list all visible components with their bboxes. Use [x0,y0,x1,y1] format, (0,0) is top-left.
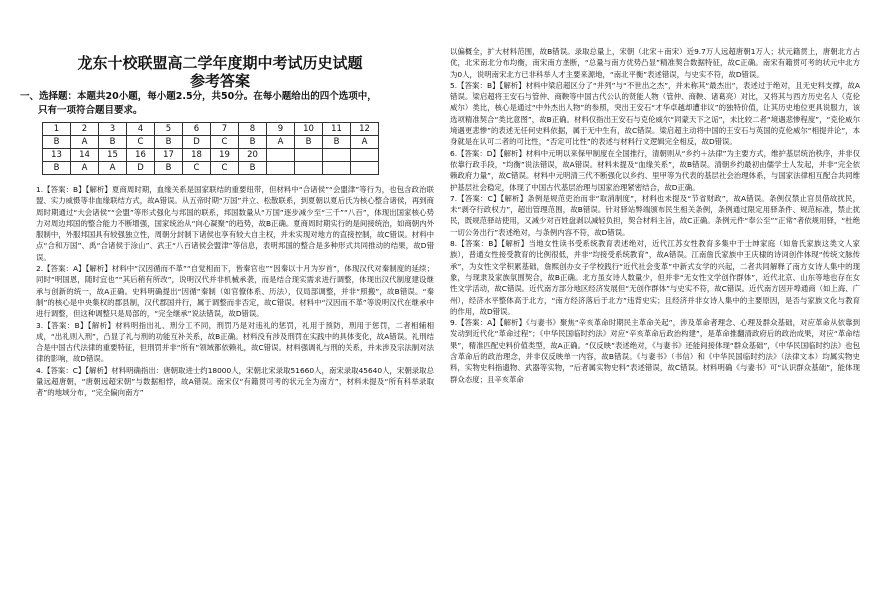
question-number-cell: 20 [239,149,267,162]
answer-cell: C [211,136,239,149]
question-number-cell: 19 [211,149,239,162]
answer-table-row [43,136,379,149]
question-number-cell: 11 [323,123,351,136]
question-number-cell [267,149,295,162]
question-number-cell: 8 [239,123,267,136]
explanation-paragraph: 1.【答案：B】【解析】夏商周时期，血缘关系是国家联结的重要纽带，但材料中“合诸侯”“会盟津”等行为，也包含政治联盟、实力威慑等非血缘联结方式，故A错误。从五帝时期“万国”并立、松散联系，到夏朝以夏后氏为核心整合诸侯，再到商周时期通过“大会诸侯”“会盟”等形式强化与邦国的联系，邦国数量从“万国”逐步减少至“三千”“八百”，体现出国家核心势力对周边邦国的整合能力不断增强，国家统治从“向心凝聚”的趋势，故B正确。夏商周时期实行的是间接统治，如商朝内外服制中，外服邦国具有较强独立性，周朝分封制下诸侯也享有较大自主权，并未实现对地方的直接控制，故C错误。材料中点“合和万国”、禹“合诸侯于涂山”、武王“八百诸侯会盟津”等信息，表明邦国的整合是多种形式共同推动的结果，故D错误。 [36,185,434,262]
answer-cell: B [43,136,71,149]
answer-table-row [43,149,379,162]
answer-cell: C [183,162,211,175]
answer-cell: A [71,162,99,175]
section-heading: 一、选择题：本题共20小题，每小题2.5分，共50分。在每小题给出的四个选项中， [20,91,377,102]
question-number-cell: 15 [99,149,127,162]
question-number-cell: 14 [71,149,99,162]
explanation-paragraph: 8.【答案：B】【解析】当地女性读书受系统教育表述绝对，近代江苏女性教育多集中于士绅家庭（如詹氏家族这类文人家族），普通女性接受教育的比例很低，并非“均接受系统教育”，故A错误。江南詹氏家族中王庆棣的诗词创作体现“传统文脉传承”，为女性文学积累基础，詹熙创办女子学校践行“近代社会变革”中新式女学的兴起，二者共同解释了南方女诗人集中的现象，与现隶及家族氛围契合，故B正确。北方虽女诗人数量少，但并非“无女性文学创作群体”，近代北京、山东等地也存在女性文学活动，故C错误。近代南方部分地区经济发展但“无创作群体”与史实不符，故C错误。近代南方因开埠通商（如上海、广州），经济水平整体高于北方，“南方经济落后于北方”违背史实；且经济并非女诗人集中的主要原因，是否与家族文化与教育的作用，故D错误。 [450,239,860,316]
question-number-cell: 7 [211,123,239,136]
explanation-paragraph: 6.【答案：D】【解析】材料中元明以来保甲制度在全国推行，清朝则从“乡约＋法律”为主要方式，维护基层统治秩序，并非仅依靠行政手段，“均衡”说法错误，故A错误。材料未提及“血缘关系”，故B错误。清朝乡约最初由儒学士人发起，并非“完全依赖政府力量”，故C错误。材料中元明清三代不断强化以乡约、里甲等为代表的基层社会治理体系，与国家法律相互配合共同维护基层社会稳定，体现了中国古代基层治理与国家治理紧密结合，故D正确。 [450,148,860,192]
answer-cell: A [71,136,99,149]
answer-cell: B [43,162,71,175]
question-number-cell: 1 [43,123,71,136]
question-number-cell: 4 [127,123,155,136]
answer-table [42,122,379,175]
answer-cell: A [99,162,127,175]
explanation-paragraph: 5.【答案：B】【解析】材料中梁启超区分了“并列”与“不世出之杰”，并未称其“最杰出”，表述过于绝对，且无史料支撑，故A错误。梁启超将王安石与管仲、商鞅等中国古代公认的贤能人物（管仲、商鞅、诸葛亮）对比，又将其与西方历史名人（克伦威尔）类比，核心是通过“中外杰出人物”的参照，突出王安石“才华卓越却遭非议”的独特价值，让其历史地位更具说服力，该选项精准契合“类比意图”，故B正确。材料仅指出王安石与克伦威尔“同蒙天下之诟”，未比较二者“境遇悲惨程度”，“克伦威尔境遇更悲惨”的表述无任何史料依据，属于无中生有，故C错误。梁启超主动将中国的王安石与英国的克伦威尔“相提并论”，本身就是在认可二者的可比性，“否定可比性”的表述与材料行文逻辑完全相反，故D错误。 [450,80,860,147]
answer-cell: B [295,136,323,149]
question-number-cell [295,149,323,162]
question-number-cell: 2 [71,123,99,136]
page-title: 龙东十校联盟高二学年度期中考试历史试题 [77,54,363,72]
question-number-cell [323,149,351,162]
left-explanations [36,184,434,399]
answer-cell: B [155,162,183,175]
answer-cell [351,162,379,175]
page-subtitle: 参考答案 [189,72,250,90]
question-number-cell: 9 [267,123,295,136]
question-number-cell: 3 [99,123,127,136]
explanation-paragraph: 4.【答案：C】【解析】材料明确指出：唐朝取进士约18000人，宋朝北宋录取51660人，南宋录取45640人，宋朝录取总量远超唐朝，“唐朝远超宋朝”与数据相悖，故A错误。南宋仅“有籍贯可考的状元全为南方”，材料未提及“所有科举录取者”的地域分布，“完全偏向南方” [36,365,434,398]
answer-cell: B [99,136,127,149]
question-number-cell: 12 [351,123,379,136]
question-number-cell [351,149,379,162]
answer-cell: B [155,136,183,149]
explanation-paragraph: 3.【答案：B】【解析】材料明指出礼、刑分工不同，刑罚乃是对违礼的惩罚，礼用于预防，刑用于惩罚，二者相辅相成，“出礼则入刑”，凸显了礼与刑的功能互补关系，故B正确。材料没有涉及刑罚在实践中的具体变化，故A错误。礼刑结合是中国古代法律的重要特征，但刑罚并非“所有”领域都依赖礼，故C错误。材料强调礼与刑的关系，并未涉及宗法制对法律的影响，故D错误。 [36,320,434,364]
question-number-cell: 6 [183,123,211,136]
answer-cell [267,162,295,175]
answer-cell: D [127,162,155,175]
section-heading-cont: 只有一项符合题目要求。 [38,105,143,116]
answer-cell [295,162,323,175]
answer-cell: C [127,136,155,149]
answer-cell: B [239,162,267,175]
answer-cell: A [351,136,379,149]
answer-table-row [43,123,379,136]
question-number-cell: 13 [43,149,71,162]
answer-table-row [43,162,379,175]
right-explanations [450,46,860,385]
right-column [440,0,870,615]
explanation-paragraph: 以偏概全，扩大材料范围，故B错误。录取总量上，宋朝（北宋＋南宋）近9.7万人远超唐朝1万人；状元籍贯上，唐朝北方占优，北宋南北分布均衡，南宋南方垄断，“总量与南方优势凸显”精准契合数据特征，故C正确。南宋有籍贯可考的状元中北方为0人，说明南宋北方已非科举人才主要来源地，“南北平衡”表述错误，与史实不符，故D错误。 [450,47,860,79]
answer-cell: D [183,136,211,149]
question-number-cell: 10 [295,123,323,136]
answer-cell: C [211,162,239,175]
answer-cell: B [323,136,351,149]
answer-cell: B [239,136,267,149]
question-number-cell: 18 [183,149,211,162]
question-number-cell: 5 [155,123,183,136]
explanation-paragraph: 2.【答案：A】【解析】材料中“汉因循而不革”“自觉相而下，皆秦官也”“因秦以十月为岁首”，体现汉代对秦制度的延续；同时“明国恩，随时宜也”“其后稍有所改”，说明汉代并非机械承袭，而是结合现实需求进行调整，体现出汉代制度建设继承与创新的统一，故A正确。史料明确提出“因循”秦制（如官僚体系、历法），仅局部调整，并非“照搬”，故B错误。“秦制”的核心是中央集权的郡县制，汉代郡国并行，属于调整而非否定，故C错误。材料中“汉因而不革”等说明汉代在继承中进行调整，但这种调整只是局部的，“完全继承”说法错误，故D错误。 [36,264,434,319]
question-number-cell: 16 [127,149,155,162]
question-number-cell: 17 [155,149,183,162]
answer-cell [323,162,351,175]
answer-cell: A [267,136,295,149]
explanation-paragraph: 9.【答案：A】【解析】《与妻书》聚焦“辛亥革命时期民主革命关起”，涉及革命者理念、心理及群众基础，对应革命从依靠到发动到近代化“革命过程”；《中华民国临时约法》对应“辛亥革命后政治构建”，是革命推翻清政府后的政治成果，对应“革命结果”，精准匹配史料价值类型，故A正确。“仅反映”表述绝对，《与妻书》还能间接体现“群众基础”，《中华民国临时约法》也包含革命后的政治理念，并非仅反映单一内容，故B错误。《与妻书》（书信）和《中华民国临时约法》（法律文本）均属实物史料，实物史料指遗物、武器等实物，“后者属实物史料”表述错误，故C错误。材料明确《与妻书》可“认识群众基础”，能体现群众态度；且辛亥革命 [450,318,860,384]
explanation-paragraph: 7.【答案：C】【解析】条例是规范吏治而非“取消制度”，材料也未提及“节省财政”，故A错误。条例仅禁止官员借故扰民，未“剥夺行政权力”，超出管理范围，故B错误。针对驿站弊端颁布民生相关条例，条例通过限定用驿条件、规范标准，禁止扰民，既规范驿站使用，又减少对百姓盘剥以减轻负担，契合材料主旨，故C正确。条例元件“奉公至”“正常”者依规用驿，“杜绝一切公务出行”表述绝对，与条例内容不符，故D错误。 [450,193,860,237]
